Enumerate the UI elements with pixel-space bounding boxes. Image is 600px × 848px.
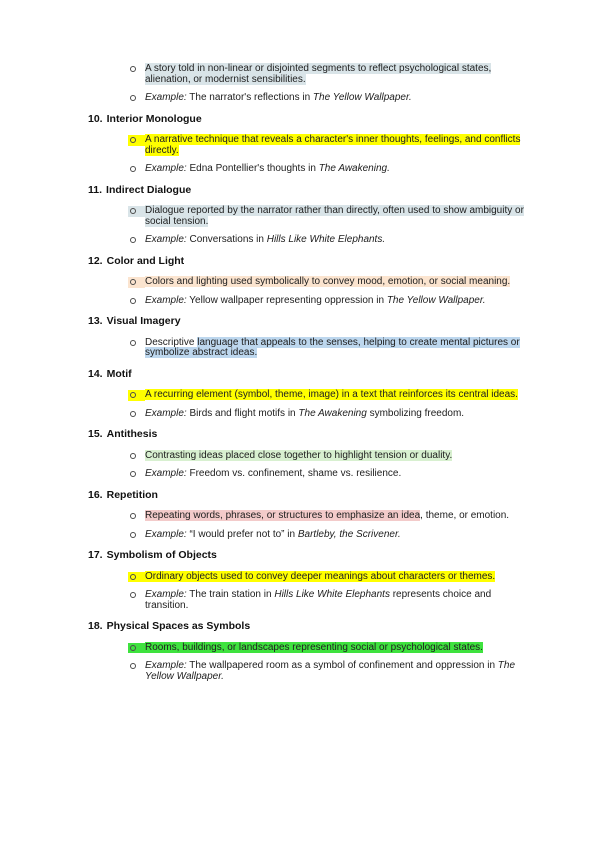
definition-text (145, 572, 530, 583)
definition-text (145, 338, 530, 359)
bullet-definition (128, 643, 530, 654)
text-segment: Colors and lighting used symbolically to convey mood, emotion, or social meaning. (145, 276, 511, 287)
text-segment: Bartleby, the Scrivener. (297, 528, 401, 540)
circle-bullet-glyph (130, 137, 136, 143)
definition-text (145, 390, 530, 401)
example-text (145, 235, 530, 246)
bullet-definition (128, 451, 530, 462)
text-segment: language that appeals to the senses, helping to create mental pictures or symbolize abstract ideas. (145, 336, 520, 358)
circle-bullet-glyph (130, 279, 136, 285)
circle-bullet-glyph (130, 532, 136, 538)
bullet-definition (128, 511, 530, 522)
circle-bullet-glyph (130, 471, 136, 477)
bullet-example (128, 661, 530, 682)
circle-bullet-icon (128, 643, 145, 654)
list-item (88, 621, 530, 682)
text-segment: Example: (145, 234, 187, 245)
item-heading-label: Visual Imagery (106, 315, 181, 327)
text-segment: Freedom vs. confinement, shame vs. resilience. (186, 468, 402, 479)
text-segment: The train station in (186, 589, 275, 600)
bullet-example (128, 469, 530, 480)
circle-bullet-glyph (130, 208, 136, 214)
item-number: 16. (88, 488, 103, 501)
text-segment: Dialogue reported by the narrator rather than directly, often used to show ambiguity or social tension. (145, 205, 524, 227)
item-heading (88, 490, 530, 502)
definition-text (145, 206, 530, 227)
list-item (88, 64, 530, 104)
list-item (88, 185, 530, 246)
text-segment: The wallpapered room as a symbol of confinement and oppression in (186, 660, 498, 671)
item-heading-label: Indirect Dialogue (106, 183, 192, 196)
item-heading-label: Antithesis (106, 428, 158, 440)
circle-bullet-icon (128, 235, 145, 246)
item-number: 15. (88, 428, 103, 440)
bullet-example (128, 164, 530, 175)
text-segment: symbolizing freedom. (366, 407, 465, 419)
definition-text (145, 511, 530, 522)
item-heading (88, 114, 530, 126)
text-segment: Example: (145, 660, 187, 671)
text-segment: Hills Like White Elephants. (266, 234, 386, 245)
circle-bullet-icon (128, 135, 145, 146)
text-segment: Rooms, buildings, or landscapes representing social or psychological states. (145, 641, 483, 653)
circle-bullet-icon (128, 64, 145, 75)
text-segment: The Awakening. (318, 163, 390, 174)
text-segment: A narrative technique that reveals a character's inner thoughts, feelings, and conflicts directly. (145, 134, 521, 156)
circle-bullet-glyph (130, 592, 136, 598)
text-segment: represents choice and transition. (145, 589, 492, 611)
item-heading-label: Symbolism of Objects (106, 549, 217, 561)
bullet-definition (128, 277, 530, 288)
item-heading-label: Physical Spaces as Symbols (106, 620, 251, 632)
text-segment: Hills Like White Elephants (274, 589, 390, 600)
item-heading (88, 369, 530, 381)
circle-bullet-glyph (130, 95, 136, 101)
circle-bullet-icon (128, 390, 145, 401)
item-heading-label: Motif (106, 367, 132, 380)
list-item (88, 490, 530, 541)
circle-bullet-icon (128, 590, 145, 601)
circle-bullet-glyph (130, 340, 136, 346)
text-segment: Contrasting ideas placed close together to highlight tension or duality. (145, 449, 453, 461)
example-text (145, 93, 530, 104)
item-heading-label: Interior Monologue (106, 112, 202, 125)
example-text (145, 409, 530, 420)
item-number: 10. (88, 112, 103, 125)
text-segment: Descriptive (145, 336, 198, 348)
item-heading-label: Color and Light (106, 254, 185, 267)
item-heading (88, 256, 530, 268)
item-number: 18. (88, 620, 103, 632)
definition-text (145, 451, 530, 462)
definition-text (145, 135, 530, 156)
item-heading (88, 316, 530, 328)
item-heading-label: Repetition (106, 488, 158, 501)
text-segment: “I would prefer not to” in (186, 528, 298, 540)
circle-bullet-icon (128, 451, 145, 462)
circle-bullet-icon (128, 93, 145, 104)
circle-bullet-glyph (130, 574, 136, 580)
circle-bullet-glyph (130, 513, 136, 519)
text-segment: Conversations in (186, 234, 267, 245)
bullet-definition (128, 135, 530, 156)
circle-bullet-glyph (130, 411, 136, 417)
definition-text (145, 277, 530, 288)
item-number: 17. (88, 549, 103, 561)
item-heading (88, 550, 530, 562)
item-heading (88, 621, 530, 633)
list-item (88, 316, 530, 359)
circle-bullet-glyph (130, 166, 136, 172)
item-number: 11. (88, 183, 103, 196)
circle-bullet-icon (128, 296, 145, 307)
item-heading (88, 185, 530, 197)
example-text (145, 296, 530, 307)
item-number: 13. (88, 315, 103, 327)
bullet-definition (128, 390, 530, 401)
example-text (145, 164, 530, 175)
circle-bullet-icon (128, 661, 145, 672)
list-item (88, 429, 530, 480)
circle-bullet-icon (128, 469, 145, 480)
circle-bullet-icon (128, 277, 145, 288)
bullet-example (128, 530, 530, 541)
circle-bullet-icon (128, 572, 145, 583)
circle-bullet-glyph (130, 663, 136, 669)
bullet-definition (128, 338, 530, 359)
list-item (88, 550, 530, 611)
example-text (145, 661, 530, 682)
text-segment: The Yellow Wallpaper. (312, 92, 412, 103)
text-segment: The Yellow Wallpaper. (386, 294, 486, 306)
item-number: 14. (88, 367, 103, 380)
text-segment: Example: (145, 163, 187, 174)
bullet-example (128, 93, 530, 104)
item-heading (88, 429, 530, 441)
circle-bullet-icon (128, 164, 145, 175)
text-segment: The Awakening (298, 407, 367, 419)
circle-bullet-icon (128, 206, 145, 217)
example-text (145, 530, 530, 541)
circle-bullet-glyph (130, 392, 136, 398)
example-text (145, 469, 530, 480)
list-item (88, 256, 530, 307)
text-segment: The narrator's reflections in (186, 92, 313, 103)
circle-bullet-icon (128, 338, 145, 349)
list-item (88, 369, 530, 420)
circle-bullet-icon (128, 530, 145, 541)
text-segment: Repeating words, phrases, or structures to emphasize an idea (145, 510, 421, 521)
text-segment: Birds and flight motifs in (186, 407, 299, 419)
list-item (88, 114, 530, 175)
text-segment: Example: (145, 468, 187, 479)
circle-bullet-glyph (130, 645, 136, 651)
bullet-example (128, 590, 530, 611)
text-segment: Ordinary objects used to convey deeper meanings about characters or themes. (145, 570, 496, 582)
bullet-example (128, 409, 530, 420)
bullet-example (128, 235, 530, 246)
definition-text (145, 643, 530, 654)
text-segment: The Yellow Wallpaper. (145, 660, 516, 682)
text-segment: A story told in non-linear or disjointed segments to reflect psychological states, alienation, or modernist sensibilities. (145, 63, 492, 85)
text-segment: Example: (145, 294, 187, 306)
text-segment: Example: (145, 528, 187, 540)
definition-text (145, 64, 530, 85)
text-segment: Example: (145, 407, 187, 419)
text-segment: Yellow wallpaper representing oppression in (186, 294, 387, 306)
bullet-example (128, 296, 530, 307)
text-segment: A recurring element (symbol, theme, image) in a text that reinforces its central ideas. (145, 389, 518, 400)
circle-bullet-glyph (130, 298, 136, 304)
text-segment: Example: (145, 589, 187, 600)
circle-bullet-glyph (130, 237, 136, 243)
example-text (145, 590, 530, 611)
bullet-definition (128, 64, 530, 85)
text-segment: Example: (145, 92, 187, 103)
circle-bullet-glyph (130, 453, 136, 459)
circle-bullet-icon (128, 409, 145, 420)
bullet-definition (128, 206, 530, 227)
circle-bullet-icon (128, 511, 145, 522)
bullet-definition (128, 572, 530, 583)
text-segment: Edna Pontellier's thoughts in (186, 163, 319, 174)
item-number: 12. (88, 254, 103, 267)
text-segment: , theme, or emotion. (420, 510, 510, 521)
circle-bullet-glyph (130, 66, 136, 72)
